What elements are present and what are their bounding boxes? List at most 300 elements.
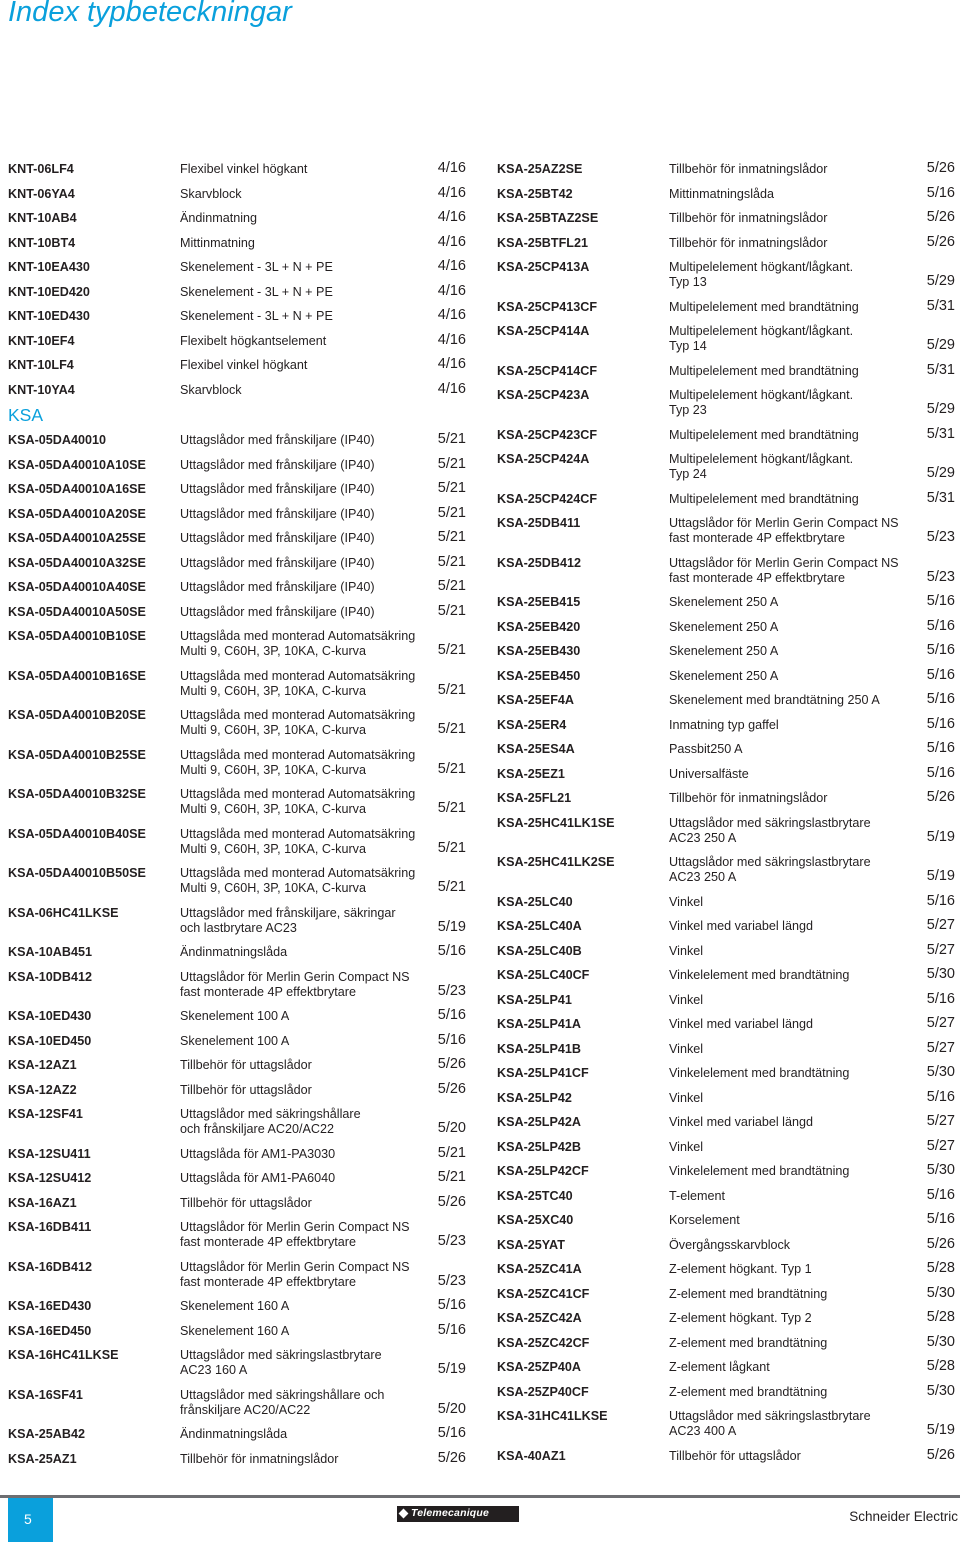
- description-line: Vinkel med variabel längd: [669, 919, 813, 933]
- description: [180, 236, 255, 251]
- description-line: Typ 14: [669, 339, 707, 354]
- type-code: KSA-40AZ1: [497, 1448, 566, 1463]
- description-line: Uttagslåda med monterad Automatsäkring: [180, 747, 416, 762]
- index-entry: [497, 914, 957, 939]
- index-entry: [497, 551, 957, 591]
- type-code: KSA-25ZC42A: [497, 1311, 582, 1325]
- description: [180, 162, 307, 177]
- type-code: KSA-06HC41LKSE: [8, 905, 119, 920]
- index-entry: [497, 664, 957, 689]
- index-entry: [497, 1282, 957, 1307]
- page-reference: 5/29: [926, 465, 955, 481]
- description: [180, 383, 242, 398]
- page-number: 5: [24, 1511, 32, 1527]
- page-reference: 5/16: [926, 642, 955, 658]
- description-line: Uttagslådor med frånskiljare, säkringar: [180, 905, 396, 920]
- index-entry: [8, 182, 468, 207]
- description: [669, 669, 778, 684]
- type-code: KSA-12SF41: [8, 1107, 83, 1121]
- description: [669, 1409, 871, 1439]
- index-entry: [497, 1012, 957, 1037]
- index-entry: [497, 590, 957, 615]
- index-entry: [497, 1159, 957, 1184]
- page-reference: 4/16: [437, 282, 466, 299]
- type-code: KNT-10ED430: [8, 309, 90, 323]
- type-code: KSA-25LC40A: [497, 919, 582, 933]
- description-line: Uttagslåda med monterad Automatsäkring: [180, 708, 416, 722]
- index-entry: [8, 1343, 468, 1383]
- index-entry: [497, 511, 957, 551]
- page-reference: 5/21: [437, 602, 466, 619]
- page-reference: 4/16: [437, 184, 466, 201]
- description-line: Uttagslåda med monterad Automatsäkring: [180, 668, 416, 683]
- type-code: KSA-25ZC41A: [497, 1262, 582, 1276]
- description: [180, 187, 242, 202]
- page-reference: 5/23: [926, 529, 955, 545]
- page-title: Index typbeteckningar: [8, 0, 292, 28]
- index-entry: [497, 1380, 957, 1405]
- index-entry: [497, 786, 957, 811]
- type-code: KSA-25ES4A: [497, 742, 575, 756]
- description: [180, 1147, 335, 1162]
- description-line: Skenelement 250 A: [669, 595, 779, 609]
- description: [180, 827, 415, 857]
- description-line: Skenelement - 3L + N + PE: [180, 260, 333, 274]
- type-code: KSA-25HC41LK1SE: [497, 815, 615, 830]
- type-code: KSA-25EB450: [497, 668, 581, 683]
- index-entry: [497, 1257, 957, 1282]
- description-line: Multipelelement med brandtätning: [669, 491, 859, 506]
- type-code: KSA-05DA40010A40SE: [8, 580, 146, 594]
- type-code: KSA-05DA40010B40SE: [8, 826, 146, 841]
- description-line: Uttagslådor med frånskiljare (IP40): [180, 457, 375, 472]
- type-code: KSA-05DA40010A50SE: [8, 604, 146, 619]
- description-line: Vinkel: [669, 1090, 704, 1105]
- type-code: KSA-05DA40010: [8, 433, 107, 447]
- type-code: KSA-25CP424A: [497, 452, 590, 466]
- type-code: KSA-25ER4: [497, 717, 567, 732]
- description: [180, 309, 333, 324]
- page-reference: 5/16: [926, 1211, 955, 1227]
- description: [180, 669, 415, 699]
- page-reference: 5/23: [437, 982, 466, 999]
- description-line: Tillbehör för uttagslådor: [669, 1448, 801, 1463]
- description-line: Skenelement - 3L + N + PE: [180, 284, 333, 299]
- description-line: Vinkel: [669, 1139, 704, 1154]
- description: [180, 605, 375, 620]
- index-entry: [8, 1166, 468, 1191]
- description-line: Multipelelement med brandtätning: [669, 427, 859, 442]
- description-line: Tillbehör för inmatningslådor: [669, 162, 828, 176]
- description: [180, 945, 287, 960]
- description-line: Tillbehör för inmatningslådor: [180, 1451, 339, 1466]
- type-code: KSA-25AZ2SE: [497, 162, 583, 176]
- type-code: KNT-10EA430: [8, 260, 90, 274]
- description-line: Vinkel: [669, 992, 704, 1007]
- page-reference: 5/21: [437, 431, 466, 447]
- index-entry: [497, 1444, 957, 1469]
- description: [669, 1360, 770, 1375]
- description-line: Skarvblock: [180, 186, 242, 201]
- index-entry: [8, 1294, 468, 1319]
- description: [669, 968, 849, 983]
- index-entry: [8, 743, 468, 783]
- index-entry: [8, 965, 468, 1005]
- type-code: KSA-16DB412: [8, 1259, 92, 1274]
- index-entry: [8, 231, 468, 256]
- page-reference: 5/27: [926, 1039, 955, 1056]
- index-entry: [8, 1383, 468, 1423]
- description-line: Z-element med brandtätning: [669, 1286, 828, 1301]
- description: [180, 1171, 335, 1186]
- index-entry: [497, 487, 957, 512]
- type-code: KSA-25BTFL21: [497, 235, 588, 250]
- description: [669, 1115, 813, 1130]
- type-code: KSA-05DA40010B16SE: [8, 668, 146, 683]
- page-reference: 5/16: [437, 943, 466, 959]
- description-line: Skenelement 100 A: [180, 1009, 290, 1023]
- description: [180, 970, 410, 1000]
- page-reference: 4/16: [437, 209, 466, 225]
- index-entry: [497, 737, 957, 762]
- description-line: Skarvblock: [180, 382, 242, 397]
- description: [180, 260, 333, 275]
- type-code: KNT-10LF4: [8, 358, 74, 372]
- footer-divider: [0, 1495, 960, 1498]
- description-line: Uttagslådor med säkringshållare och: [180, 1387, 385, 1402]
- description-line: Vinkel med variabel längd: [669, 1115, 813, 1129]
- description-line: Uttagslåda med monterad Automatsäkring: [180, 787, 416, 801]
- type-code: KSA-05DA40010B32SE: [8, 787, 146, 801]
- index-entry: [8, 280, 468, 305]
- description-line: Uttagslådor för Merlin Gerin Compact NS: [180, 969, 410, 984]
- description-line: frånskiljare AC20/AC22: [180, 1402, 311, 1417]
- type-code: KSA-25EB415: [497, 595, 581, 609]
- description-line: fast monterade 4P effektbrytare: [669, 570, 845, 585]
- index-entry: [497, 319, 957, 359]
- type-code: KSA-10DB412: [8, 969, 92, 984]
- index-entry: [8, 1142, 468, 1167]
- description-line: Vinkelelement med brandtätning: [669, 1164, 850, 1178]
- description-line: Tillbehör för uttagslådor: [180, 1058, 312, 1072]
- description-line: Uttagslådor för Merlin Gerin Compact NS: [669, 516, 899, 530]
- description: [669, 1262, 812, 1277]
- description-line: Multi 9, C60H, 3P, 10KA, C-kurva: [180, 683, 366, 698]
- description: [669, 767, 749, 782]
- type-code: KSA-12AZ1: [8, 1058, 77, 1072]
- description-line: Multipelelement högkant/lågkant.: [669, 260, 854, 274]
- type-code: KSA-05DA40010B20SE: [8, 708, 146, 722]
- description-line: Uttagslådor med frånskiljare (IP40): [180, 531, 375, 545]
- page-reference: 4/16: [437, 233, 466, 250]
- description: [669, 595, 778, 610]
- type-code: KSA-25EB420: [497, 619, 581, 634]
- index-entry: [497, 1061, 957, 1086]
- page-reference: 5/26: [926, 789, 955, 805]
- description: [669, 855, 871, 885]
- type-code: KSA-10ED450: [8, 1033, 92, 1048]
- description-line: Tillbehör för inmatningslådor: [669, 791, 828, 805]
- page-reference: 5/21: [437, 642, 466, 658]
- page-reference: 5/16: [926, 617, 955, 634]
- index-entry: [8, 1255, 468, 1295]
- description-line: Uttagslådor med frånskiljare (IP40): [180, 433, 375, 447]
- description-line: Multi 9, C60H, 3P, 10KA, C-kurva: [180, 723, 366, 738]
- index-entry: [8, 782, 468, 822]
- index-entry: [497, 447, 957, 487]
- type-code: KSA-25ZC41CF: [497, 1286, 590, 1301]
- type-code: KSA-25EZ1: [497, 766, 565, 781]
- description-line: Ändinmatning: [180, 211, 258, 225]
- description-line: Vinkel: [669, 894, 704, 909]
- description: [180, 1009, 289, 1024]
- type-code: KSA-25LP42CF: [497, 1164, 589, 1178]
- page-reference: 5/29: [926, 337, 955, 353]
- type-code: KSA-25LP41B: [497, 1041, 581, 1056]
- description: [180, 787, 415, 817]
- description-line: Mittinmatning: [180, 235, 255, 250]
- description: [180, 1083, 312, 1098]
- description-line: och lastbrytare AC23: [180, 920, 297, 935]
- type-code: KSA-25LP41: [497, 992, 572, 1007]
- type-code: KSA-25ZP40CF: [497, 1384, 589, 1399]
- page-reference: 5/16: [437, 1297, 466, 1313]
- description-line: Multipelelement med brandtätning: [669, 299, 859, 314]
- description: [180, 629, 415, 659]
- index-entry: [497, 939, 957, 964]
- logo-diamond-icon: [399, 1509, 409, 1519]
- description-line: Skenelement 100 A: [180, 1033, 290, 1048]
- index-entry: [8, 1004, 468, 1029]
- page-number-box: [8, 1498, 53, 1542]
- page-reference: 5/19: [926, 828, 955, 845]
- page-reference: 5/28: [926, 1260, 955, 1276]
- type-code: KSA-25AZ1: [8, 1451, 77, 1466]
- description: [669, 718, 779, 733]
- index-entry: [497, 1331, 957, 1356]
- description-line: fast monterade 4P effektbrytare: [180, 1274, 356, 1289]
- type-code: KSA-25EB430: [497, 644, 581, 658]
- description: [180, 1058, 312, 1073]
- page-reference: 5/21: [437, 681, 466, 698]
- type-code: KSA-12SU412: [8, 1171, 92, 1185]
- page-reference: 5/16: [926, 740, 955, 756]
- description-line: Uttagslådor med säkringshållare: [180, 1107, 361, 1121]
- page-reference: 4/16: [437, 307, 466, 323]
- index-entry: [8, 940, 468, 965]
- page-reference: 5/16: [926, 1088, 955, 1105]
- description-line: Inmatning typ gaffel: [669, 717, 779, 732]
- type-code: KSA-05DA40010A20SE: [8, 506, 146, 521]
- description: [180, 358, 307, 373]
- page-reference: 5/21: [437, 760, 466, 777]
- index-entry: [497, 157, 957, 182]
- description: [669, 300, 859, 315]
- description-line: Z-element lågkant: [669, 1360, 770, 1374]
- section-heading: [8, 402, 468, 428]
- page-reference: 5/16: [437, 1007, 466, 1023]
- page-reference: 5/31: [926, 489, 955, 506]
- type-code: KNT-10EF4: [8, 333, 75, 348]
- description-line: Multipelelement högkant/lågkant.: [669, 324, 854, 338]
- description: [669, 816, 871, 846]
- type-code: KSA-25FL21: [497, 791, 572, 805]
- index-entry: [497, 182, 957, 207]
- page-reference: 5/21: [437, 578, 466, 594]
- description-line: AC23 250 A: [669, 830, 737, 845]
- page-reference: 5/26: [926, 1446, 955, 1463]
- page-reference: 5/26: [926, 209, 955, 225]
- index-entry: [497, 1086, 957, 1111]
- index-entry: [497, 890, 957, 915]
- index-entry: [8, 1422, 468, 1447]
- description: [180, 482, 375, 497]
- description: [669, 236, 827, 251]
- description: [180, 211, 257, 226]
- description-line: Tillbehör för inmatningslådor: [669, 235, 828, 250]
- page-reference: 5/21: [437, 721, 466, 737]
- description: [180, 1107, 361, 1137]
- index-entry: [8, 428, 468, 453]
- description-line: Uttagslådor med frånskiljare (IP40): [180, 506, 375, 521]
- description-line: Skenelement - 3L + N + PE: [180, 309, 333, 323]
- description-line: Multi 9, C60H, 3P, 10KA, C-kurva: [180, 802, 366, 817]
- description: [669, 162, 827, 177]
- type-code: KSA-16SF41: [8, 1387, 83, 1402]
- description-line: Skenelement 160 A: [180, 1323, 290, 1338]
- description-line: Flexibel vinkel högkant: [180, 162, 308, 176]
- type-code: KSA-25LC40CF: [497, 968, 590, 982]
- page-reference: 5/23: [926, 568, 955, 585]
- description-line: Korselement: [669, 1213, 740, 1227]
- index-entry: [8, 575, 468, 600]
- description: [669, 1017, 813, 1032]
- page-reference: 4/16: [437, 160, 466, 176]
- description-line: Uttagslådor med frånskiljare (IP40): [180, 555, 375, 570]
- page-reference: 4/16: [437, 356, 466, 372]
- type-code: KSA-25CP413CF: [497, 299, 598, 314]
- description: [180, 1348, 382, 1378]
- page-reference: 4/16: [437, 331, 466, 348]
- page-reference: 5/30: [926, 966, 955, 982]
- description: [669, 260, 853, 290]
- description-line: Flexibelt högkantselement: [180, 333, 327, 348]
- description-line: Passbit250 A: [669, 742, 743, 756]
- telemecanique-logo: [397, 1506, 519, 1522]
- index-entry: [497, 688, 957, 713]
- page-reference: 5/21: [437, 1144, 466, 1161]
- description-line: Ändinmatningslåda: [180, 945, 288, 959]
- type-code: KSA-10ED430: [8, 1009, 92, 1023]
- description: [669, 895, 703, 910]
- page-reference: 5/30: [926, 1064, 955, 1080]
- page-reference: 5/31: [926, 297, 955, 314]
- description-line: Z-element högkant. Typ 2: [669, 1311, 812, 1325]
- page-reference: 5/26: [437, 1193, 466, 1210]
- index-entry: [497, 1208, 957, 1233]
- description: [669, 993, 703, 1008]
- page-reference: 5/31: [926, 361, 955, 378]
- type-code: KSA-25LC40: [497, 894, 573, 909]
- description: [669, 211, 827, 226]
- page-reference: 5/26: [437, 1056, 466, 1072]
- description: [180, 1260, 410, 1290]
- index-entry: [497, 1355, 957, 1380]
- index-entry: [8, 329, 468, 354]
- description-line: Vinkel: [669, 943, 704, 958]
- description: [669, 1449, 801, 1464]
- type-code: KSA-25ZP40A: [497, 1360, 581, 1374]
- description: [669, 1336, 827, 1351]
- index-entry: [497, 231, 957, 256]
- page-reference: 5/21: [437, 800, 466, 816]
- page-reference: 5/26: [926, 1235, 955, 1252]
- description-line: Universalfäste: [669, 766, 749, 781]
- type-code: KSA-25CP413A: [497, 260, 590, 274]
- description: [669, 620, 778, 635]
- index-entry: [8, 157, 468, 182]
- description: [669, 1213, 740, 1228]
- page-reference: 5/21: [437, 480, 466, 496]
- description: [669, 388, 853, 418]
- description-line: Typ 13: [669, 275, 707, 290]
- page-reference: 5/30: [926, 1284, 955, 1301]
- index-entry: [8, 664, 468, 704]
- index-entry: [497, 1306, 957, 1331]
- page-reference: 5/21: [437, 879, 466, 895]
- description-line: Tillbehör för uttagslådor: [180, 1082, 312, 1097]
- index-entry: [497, 762, 957, 787]
- description-line: Uttagslådor för Merlin Gerin Compact NS: [669, 555, 899, 570]
- page-reference: 5/31: [926, 425, 955, 442]
- description-line: och frånskiljare AC20/AC22: [180, 1122, 335, 1137]
- page-reference: 5/21: [437, 553, 466, 570]
- description: [669, 1164, 849, 1179]
- description: [669, 1042, 703, 1057]
- description-line: AC23 400 A: [669, 1424, 737, 1439]
- description-line: Typ 23: [669, 403, 707, 418]
- description: [180, 285, 333, 300]
- description: [180, 748, 415, 778]
- description-line: T-element: [669, 1188, 725, 1203]
- type-code: KSA-05DA40010B25SE: [8, 747, 146, 762]
- index-entry: [8, 1319, 468, 1344]
- page-reference: 5/27: [926, 941, 955, 958]
- page-reference: 5/21: [437, 455, 466, 472]
- description: [669, 516, 899, 546]
- type-code: KSA-25ZC42CF: [497, 1335, 590, 1350]
- type-code: KSA-25CP423CF: [497, 427, 598, 442]
- type-code: KSA-25CP414A: [497, 324, 590, 338]
- description-line: Uttagslådor med säkringslastbrytare: [669, 815, 871, 830]
- type-code: KNT-06YA4: [8, 186, 75, 201]
- description: [180, 1427, 287, 1442]
- index-entry: [8, 1191, 468, 1216]
- index-entry: [497, 206, 957, 231]
- description-line: Flexibel vinkel högkant: [180, 358, 308, 372]
- type-code: KNT-06LF4: [8, 162, 74, 176]
- index-entry: [497, 713, 957, 738]
- description: [669, 452, 853, 482]
- description: [669, 364, 859, 379]
- page-reference: 5/16: [926, 666, 955, 683]
- type-code: KSA-10AB451: [8, 945, 92, 959]
- description: [180, 1388, 384, 1418]
- type-code: KSA-16ED450: [8, 1323, 92, 1338]
- description: [669, 556, 899, 586]
- type-code: KNT-10ED420: [8, 284, 90, 299]
- index-entry: [8, 822, 468, 862]
